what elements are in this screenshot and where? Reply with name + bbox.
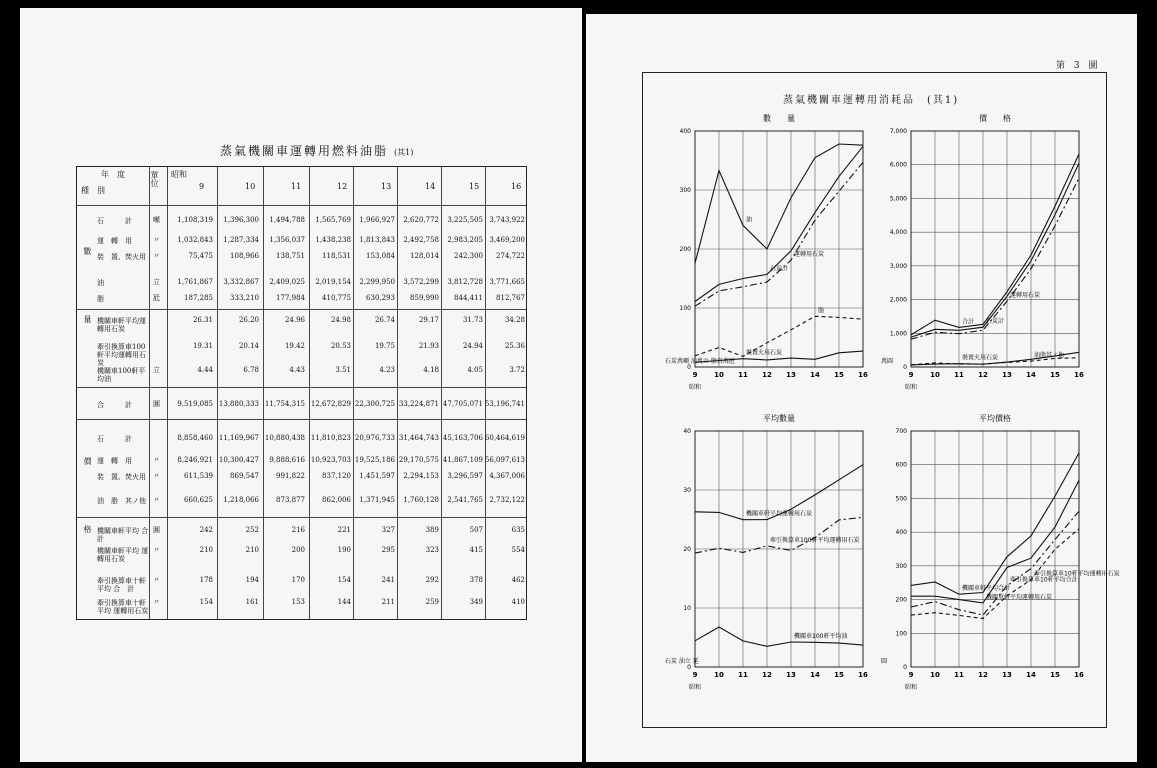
x-tick-label: 11 — [954, 671, 964, 679]
table-cell: 29,170,575 — [398, 456, 439, 464]
x-tick-label: 9 — [908, 671, 914, 679]
x-tick-label: 9 — [692, 671, 698, 679]
table-cell: 242 — [199, 526, 213, 534]
table-cell: 630,293 — [366, 294, 395, 302]
table-cell: 20,976,733 — [354, 434, 395, 442]
table-cell: 20.14 — [238, 342, 259, 350]
table-cell: 2,732,122 — [489, 496, 525, 504]
x-tick-label: 16 — [858, 671, 868, 679]
table-cell: 1,451,597 — [359, 472, 395, 480]
row-unit: 〃 — [153, 576, 160, 584]
table-cell: 53,196,741 — [484, 400, 525, 408]
table-cell: 241 — [381, 576, 395, 584]
table-cell: 24.98 — [330, 316, 351, 324]
x-tick-label: 10 — [714, 671, 724, 679]
x-tick-label: 14 — [810, 371, 820, 379]
year-header: 9 — [199, 182, 205, 191]
x-tick-label: 10 — [714, 371, 724, 379]
table-cell: 128,014 — [410, 252, 439, 260]
charts-svg — [643, 73, 1120, 727]
table-cell: 862,006 — [322, 496, 351, 504]
table-title — [220, 142, 413, 159]
x-tick-label: 12 — [762, 671, 772, 679]
series-line — [911, 154, 1079, 335]
year-header: 11 — [291, 182, 302, 191]
table-cell: 3,771,665 — [489, 278, 525, 286]
table-cell: 1,438,238 — [315, 236, 351, 244]
x-tick-label: 16 — [1074, 371, 1084, 379]
x-tick-label: 13 — [786, 371, 796, 379]
table-cell: 349 — [469, 598, 483, 606]
table-cell: 1,494,788 — [269, 216, 305, 224]
table-cell: 161 — [245, 598, 259, 606]
y-tick-label: 0 — [903, 664, 907, 671]
table-cell: 24.94 — [462, 342, 483, 350]
table-cell: 60,464,619 — [484, 434, 525, 442]
row-unit: 〃 — [153, 496, 160, 504]
table-cell: 333,210 — [230, 294, 259, 302]
y-tick-label: 200 — [679, 246, 691, 253]
table-cell: 1,218,066 — [223, 496, 259, 504]
y-tick-label: 20 — [683, 546, 691, 553]
row-unit: 〃 — [153, 546, 160, 554]
x-tick-label: 12 — [762, 371, 772, 379]
table-cell: 859,990 — [410, 294, 439, 302]
chart-title: 價 格 — [979, 114, 1011, 123]
row-unit: 立 — [153, 366, 160, 374]
chart-plate — [642, 72, 1120, 728]
series-label: 石炭計 — [770, 265, 789, 273]
table-cell: 19.75 — [374, 342, 395, 350]
series-label: 裝置火用石炭 — [962, 354, 999, 362]
row-unit: 〃 — [153, 472, 160, 480]
table-cell: 21.93 — [418, 342, 439, 350]
table-cell: 410 — [511, 598, 525, 606]
plate-number: 第 3 圖 — [1056, 61, 1101, 71]
row-label: 合 計 — [97, 401, 132, 409]
y-tick-label: 0 — [903, 364, 907, 371]
table-cell: 19.31 — [192, 342, 213, 350]
plot-frame — [911, 131, 1079, 367]
row-unit: 噸 — [153, 216, 160, 224]
right-page — [586, 14, 1137, 762]
table-cell: 869,547 — [230, 472, 259, 480]
table-cell: 2,620,772 — [403, 216, 439, 224]
table-cell: 295 — [381, 546, 395, 554]
series-label: 機關車軒平均運轉用石炭 — [746, 510, 813, 518]
x-era-label: 昭和 — [689, 684, 702, 691]
row-unit: 〃 — [153, 236, 160, 244]
table-cell: 2,983,205 — [447, 236, 483, 244]
series-label: 機關車軒平均合計 — [962, 585, 1011, 593]
table-cell: 873,877 — [276, 496, 305, 504]
table-cell: 10,880,438 — [264, 434, 305, 442]
table-cell: 660,625 — [184, 496, 213, 504]
table-cell: 812,767 — [496, 294, 525, 302]
chart-title: 數 量 — [763, 114, 795, 123]
x-tick-label: 11 — [738, 371, 748, 379]
row-unit: 瓩 — [153, 294, 160, 302]
table-cell: 4.05 — [467, 366, 483, 374]
series-label: 脂 — [818, 307, 825, 315]
table-cell: 3,225,505 — [447, 216, 483, 224]
row-label: 運 轉 用 — [97, 237, 132, 245]
table-cell: 153,084 — [366, 252, 395, 260]
table-cell: 190 — [337, 546, 351, 554]
header-unit-label: 單位 — [150, 171, 159, 187]
x-tick-label: 13 — [1002, 671, 1012, 679]
row-label: 牽引換算車十軒平均 運轉用石炭 — [97, 599, 149, 615]
table-cell: 389 — [425, 526, 439, 534]
table-cell: 2,492,758 — [403, 236, 439, 244]
x-tick-label: 15 — [834, 671, 844, 679]
table-cell: 252 — [245, 526, 259, 534]
x-tick-label: 15 — [834, 371, 844, 379]
table-cell: 1,396,300 — [223, 216, 259, 224]
table-cell: 45,163,706 — [442, 434, 483, 442]
row-label: 油 脂 其ノ他 — [97, 497, 146, 505]
table-cell: 1,760,128 — [403, 496, 439, 504]
x-tick-label: 13 — [1002, 371, 1012, 379]
row-label: 裝 置、焚火用 — [97, 473, 146, 481]
x-tick-label: 16 — [1074, 671, 1084, 679]
series-label: 石炭計 — [986, 318, 1005, 326]
y-tick-label: 100 — [895, 630, 907, 638]
table-cell: 25.36 — [504, 342, 525, 350]
table-cell: 378 — [469, 576, 483, 584]
table-cell: 20.53 — [330, 342, 351, 350]
y-axis-label: 圓 — [881, 658, 888, 665]
table-cell: 292 — [425, 576, 439, 584]
row-label: 油 — [97, 279, 104, 287]
series-line — [911, 163, 1079, 337]
table-cell: 1,761,867 — [177, 278, 213, 286]
table-cell: 1,287,334 — [223, 236, 259, 244]
table-cell: 187,285 — [184, 294, 213, 302]
row-unit: 立 — [153, 278, 160, 286]
y-tick-label: 500 — [895, 495, 907, 503]
table-title-main: 蒸氣機關車運轉用燃料油脂 — [220, 144, 389, 158]
year-header: 16 — [511, 182, 522, 191]
table-cell: 19,525,186 — [354, 456, 395, 464]
header-era-label: 昭和 — [171, 170, 187, 179]
y-tick-label: 6,000 — [889, 161, 907, 169]
row-label: 石 計 — [97, 435, 132, 443]
table-cell: 554 — [511, 546, 525, 554]
table-cell: 13,880,333 — [218, 400, 259, 408]
row-unit: 〃 — [153, 252, 160, 260]
x-tick-label: 15 — [1050, 671, 1060, 679]
table-cell: 3.72 — [509, 366, 525, 374]
table-cell: 3,332,867 — [223, 278, 259, 286]
row-label: 機關車軒平均 合 計 — [97, 527, 156, 543]
table-cell: 2,409,025 — [269, 278, 305, 286]
x-tick-label: 14 — [810, 671, 820, 679]
y-tick-label: 600 — [895, 461, 907, 469]
y-tick-label: 2,000 — [889, 296, 907, 304]
table-cell: 33,224,871 — [398, 400, 439, 408]
row-label: 機關車軒平均運轉用石炭 — [97, 317, 146, 333]
header-kind-label: 種 別 — [81, 186, 105, 195]
table-cell: 22,300,725 — [354, 400, 395, 408]
table-cell: 4.18 — [423, 366, 439, 374]
table-cell: 991,822 — [276, 472, 305, 480]
y-tick-label: 5,000 — [889, 195, 907, 203]
table-cell: 3,743,922 — [489, 216, 525, 224]
plot-frame — [911, 431, 1079, 667]
table-cell: 26.74 — [374, 316, 395, 324]
row-label: 運 轉 用 — [97, 457, 132, 465]
table-cell: 1,813,843 — [359, 236, 395, 244]
table-cell: 9,519,085 — [177, 400, 213, 408]
table-cell: 26.31 — [192, 316, 213, 324]
table-cell: 24.96 — [284, 316, 305, 324]
table-cell: 138,751 — [276, 252, 305, 260]
section-rule — [77, 517, 526, 518]
table-cell: 327 — [381, 526, 395, 534]
table-cell: 4.43 — [289, 366, 305, 374]
table-cell: 19.42 — [284, 342, 305, 350]
table-cell: 41,867,109 — [442, 456, 483, 464]
table-cell: 144 — [337, 598, 351, 606]
y-tick-label: 400 — [679, 128, 691, 135]
row-label: 牽引換算車十軒平均 合 計 — [97, 577, 146, 593]
x-era-label: 昭和 — [689, 384, 702, 391]
table-cell: 2,299,950 — [359, 278, 395, 286]
x-tick-label: 9 — [908, 371, 914, 379]
table-cell: 1,966,927 — [359, 216, 395, 224]
row-label: 裝 置、焚火用 — [97, 253, 146, 261]
row-unit: 〃 — [153, 456, 160, 464]
table-cell: 8,246,921 — [177, 456, 213, 464]
table-cell: 200 — [291, 546, 305, 554]
y-tick-label: 700 — [895, 428, 907, 435]
table-cell: 108,966 — [230, 252, 259, 260]
table-cell: 1,032,843 — [177, 236, 213, 244]
table-cell: 3,572,299 — [403, 278, 439, 286]
y-tick-label: 3,000 — [889, 262, 907, 270]
table-cell: 259 — [425, 598, 439, 606]
series-line — [911, 178, 1079, 339]
series-label: 機關車軒平均運轉用石炭 — [986, 593, 1053, 601]
y-tick-label: 0 — [687, 364, 691, 371]
x-tick-label: 9 — [692, 371, 698, 379]
section-rule — [77, 309, 526, 310]
group-quantity-label: 數量 — [83, 247, 92, 383]
x-tick-label: 12 — [978, 371, 988, 379]
row-unit: 〃 — [153, 598, 160, 606]
table-cell: 274,722 — [496, 252, 525, 260]
table-cell: 323 — [425, 546, 439, 554]
x-tick-label: 11 — [738, 671, 748, 679]
table-cell: 1,371,945 — [359, 496, 395, 504]
y-tick-label: 40 — [683, 428, 691, 435]
table-cell: 242,300 — [454, 252, 483, 260]
y-axis-label: 石炭萬噸 油萬立 脂百萬瓩 — [665, 358, 735, 365]
series-label: 合計 — [962, 318, 975, 326]
x-era-label: 昭和 — [905, 684, 918, 691]
table-cell: 4,367,006 — [489, 472, 525, 480]
table-cell: 154 — [199, 598, 213, 606]
y-axis-label: 石炭 油立 延 — [665, 658, 699, 665]
table-cell: 11,169,967 — [218, 434, 259, 442]
y-tick-label: 100 — [679, 305, 691, 312]
x-tick-label: 12 — [978, 671, 988, 679]
table-cell: 31.73 — [462, 316, 483, 324]
table-cell: 2,541,765 — [447, 496, 483, 504]
chart-title: 平均價格 — [979, 414, 1011, 423]
x-tick-label: 10 — [930, 371, 940, 379]
table-cell: 4.23 — [379, 366, 395, 374]
series-label: 牽引換算車10軒平均運轉用石炭 — [1034, 570, 1120, 578]
y-axis-label: 萬圓 — [881, 358, 894, 365]
y-tick-label: 4,000 — [889, 229, 907, 237]
series-label: 裝置火用石炭 — [746, 349, 783, 357]
series-line — [695, 517, 863, 553]
table-cell: 31,464,743 — [398, 434, 439, 442]
row-label: 牽引換算車100軒平均運轉用石炭 — [97, 343, 146, 367]
y-tick-label: 400 — [895, 529, 907, 537]
x-tick-label: 13 — [786, 671, 796, 679]
row-unit: 圓 — [153, 400, 160, 408]
year-header: 10 — [245, 182, 256, 191]
series-label: 油 — [746, 216, 753, 224]
table-cell: 211 — [381, 598, 395, 606]
x-tick-label: 10 — [930, 671, 940, 679]
table-cell: 75,475 — [188, 252, 213, 260]
table-cell: 210 — [245, 546, 259, 554]
table-cell: 8,858,460 — [177, 434, 213, 442]
table-cell: 6.78 — [243, 366, 259, 374]
series-line — [695, 144, 863, 263]
table-cell: 11,810,823 — [310, 434, 351, 442]
table-cell: 3,296,597 — [447, 472, 483, 480]
section-rule — [77, 387, 526, 388]
x-tick-label: 16 — [858, 371, 868, 379]
table-cell: 47,705,071 — [442, 400, 483, 408]
x-tick-label: 14 — [1026, 671, 1036, 679]
table-cell: 2,019,154 — [315, 278, 351, 286]
table-cell: 1,356,037 — [269, 236, 305, 244]
table-cell: 3.51 — [335, 366, 351, 374]
table-cell: 154 — [337, 576, 351, 584]
series-label: 油脂其ノ他 — [1034, 352, 1065, 360]
row-label: 機關車100軒平均油 — [97, 367, 146, 383]
chart-title: 平均數量 — [763, 414, 795, 423]
table-cell: 56,097,613 — [484, 456, 525, 464]
table-cell: 1,108,319 — [177, 216, 213, 224]
table-cell: 153 — [291, 598, 305, 606]
table-cell: 29.17 — [418, 316, 439, 324]
table-cell: 26.20 — [238, 316, 259, 324]
y-tick-label: 10 — [683, 605, 691, 612]
y-tick-label: 7,000 — [889, 128, 907, 135]
row-label: 石 計 — [97, 217, 132, 225]
year-header: 14 — [425, 182, 436, 191]
plate-title: 蒸氣機關車運轉用消耗品 (其1) — [783, 95, 960, 106]
x-era-label: 昭和 — [905, 384, 918, 391]
table-cell: 844,411 — [454, 294, 483, 302]
table-title-sub: (其1) — [394, 148, 414, 157]
x-tick-label: 15 — [1050, 371, 1060, 379]
table-cell: 410,775 — [322, 294, 351, 302]
table-cell: 210 — [199, 546, 213, 554]
table-cell: 3,812,728 — [447, 278, 483, 286]
y-tick-label: 200 — [895, 596, 907, 604]
year-header: 13 — [381, 182, 392, 191]
series-label: 牽引換算車100軒平均運轉用石炭 — [770, 536, 860, 544]
y-tick-label: 300 — [679, 187, 691, 194]
x-tick-label: 11 — [954, 371, 964, 379]
table-cell: 415 — [469, 546, 483, 554]
table-cell: 462 — [511, 576, 525, 584]
table-cell: 3,469,200 — [489, 236, 525, 244]
table-cell: 635 — [511, 526, 525, 534]
y-tick-label: 1,000 — [889, 330, 907, 338]
series-label: 牽引換算車10軒平均合計 — [1010, 576, 1078, 584]
table-cell: 837,120 — [322, 472, 351, 480]
table-cell: 10,300,427 — [218, 456, 259, 464]
row-unit: 圓 — [153, 526, 160, 534]
row-label: 機關車軒平均 運轉用石炭 — [97, 547, 149, 563]
table-cell: 177,984 — [276, 294, 305, 302]
table-cell: 34.28 — [504, 316, 525, 324]
row-label: 脂 — [97, 295, 104, 303]
table-cell: 178 — [199, 576, 213, 584]
group-price-label: 價格 — [83, 457, 92, 593]
col-rule — [167, 167, 168, 619]
group-rule — [77, 419, 526, 420]
table-cell: 194 — [245, 576, 259, 584]
series-label: 運轉用石炭 — [1010, 292, 1041, 300]
x-tick-label: 14 — [1026, 371, 1036, 379]
table-cell: 2,294,153 — [403, 472, 439, 480]
table-cell: 507 — [469, 526, 483, 534]
table-cell: 216 — [291, 526, 305, 534]
header-rule — [77, 205, 526, 206]
y-tick-label: 0 — [687, 664, 691, 671]
table-cell: 221 — [337, 526, 351, 534]
y-tick-label: 300 — [895, 562, 907, 570]
series-label: 運轉用石炭 — [794, 251, 825, 259]
table-cell: 118,531 — [322, 252, 351, 260]
y-tick-label: 30 — [683, 487, 691, 494]
table-cell: 9,888,616 — [269, 456, 305, 464]
table-cell: 1,565,769 — [315, 216, 351, 224]
table-cell: 12,672,829 — [310, 400, 351, 408]
fuel-table — [76, 166, 527, 620]
header-year-label: 年 度 — [101, 170, 125, 179]
table-cell: 10,923,703 — [310, 456, 351, 464]
col-rule — [149, 167, 150, 619]
table-cell: 170 — [291, 576, 305, 584]
table-cell: 11,754,315 — [264, 400, 305, 408]
table-cell: 4.44 — [197, 366, 213, 374]
series-label: 機關車100軒平均油 — [794, 633, 848, 641]
year-header: 15 — [469, 182, 480, 191]
left-page — [20, 8, 582, 762]
year-header: 12 — [337, 182, 348, 191]
table-cell: 611,539 — [184, 472, 213, 480]
